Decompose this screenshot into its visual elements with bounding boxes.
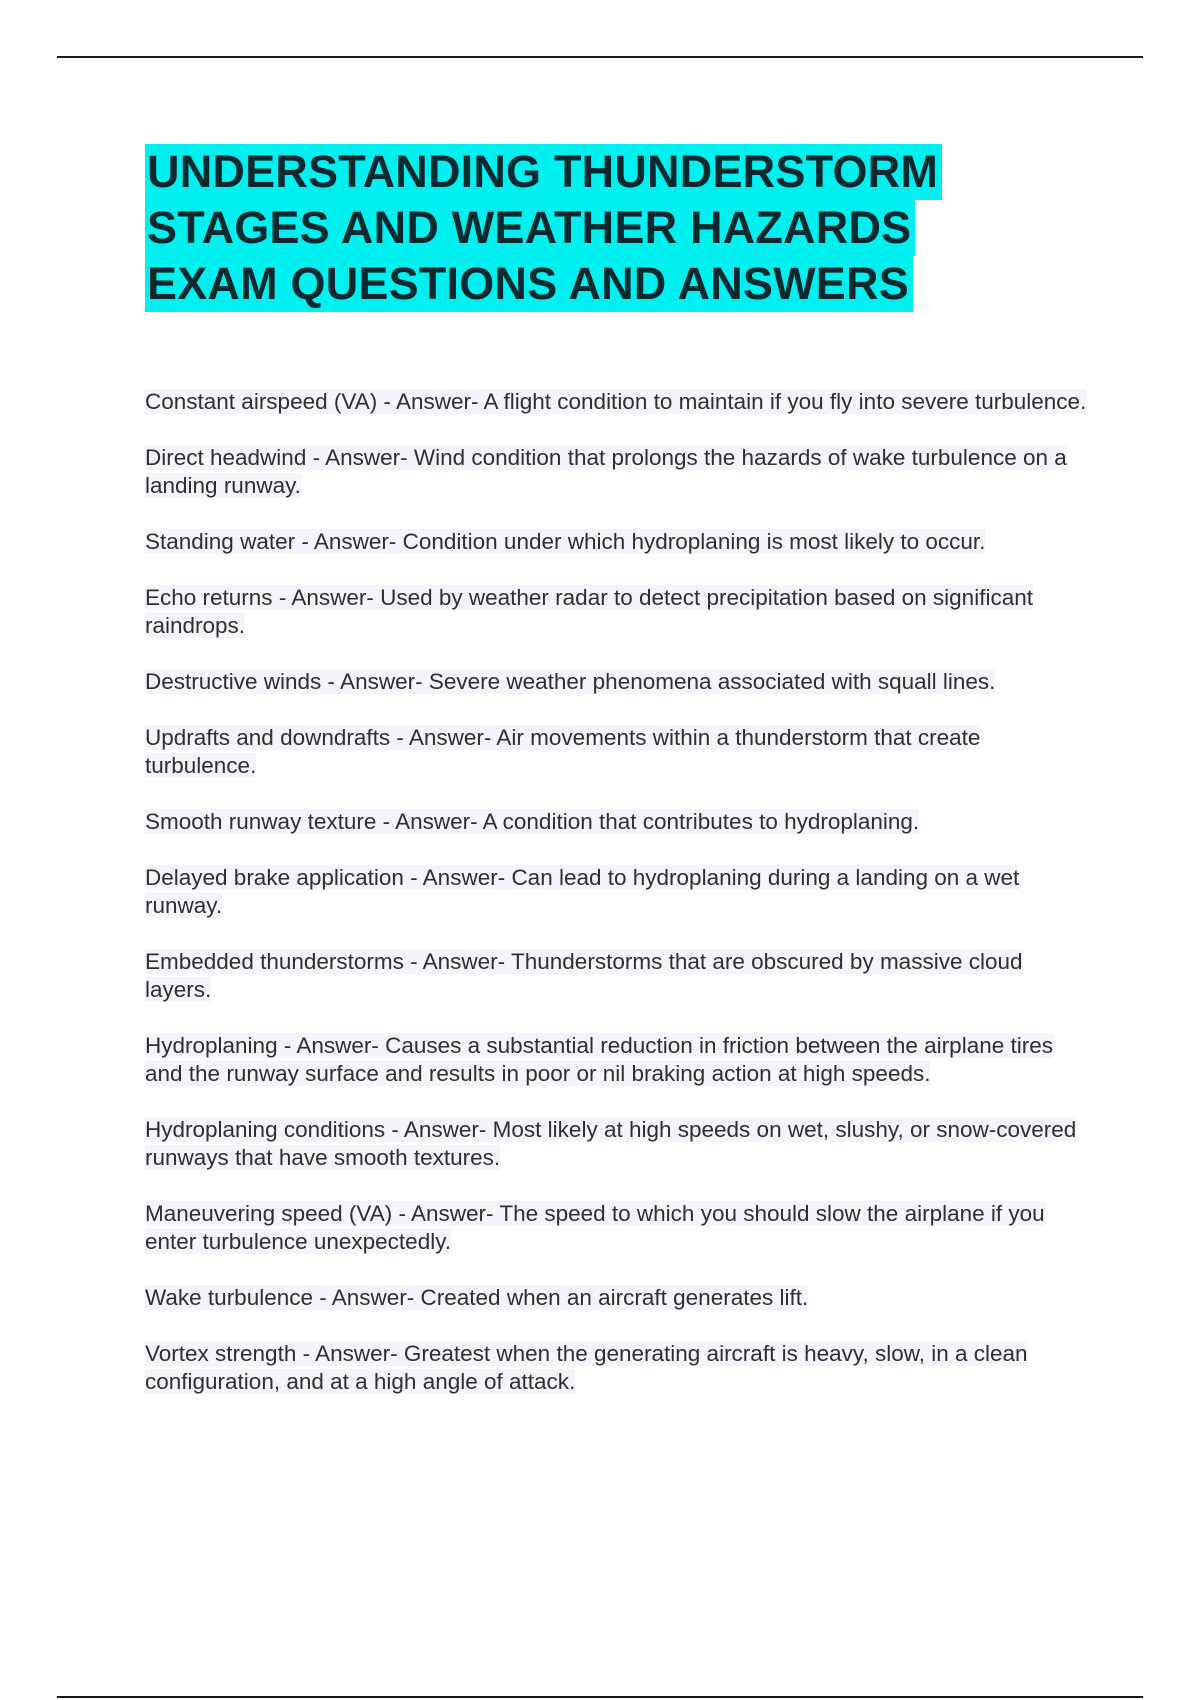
qa-item [145,444,1095,500]
qa-text: Wake turbulence - Answer- Created when an aircraft generates lift. [145,1285,809,1310]
qa-item [145,388,1095,416]
qa-item [145,1284,1095,1312]
qa-text: Standing water - Answer- Condition under which hydroplaning is most likely to occur. [145,529,986,554]
qa-text: Destructive winds - Answer- Severe weather phenomena associated with squall lines. [145,669,996,694]
qa-text: Vortex strength - Answer- Greatest when the generating aircraft is heavy, slow, in a clean configuration, and at a high angle of attack. [145,1341,1028,1394]
title-line-2: STAGES AND WEATHER HAZARDS [145,200,915,256]
qa-item [145,584,1095,640]
qa-item [145,1116,1095,1172]
qa-text: Echo returns - Answer- Used by weather radar to detect precipitation based on significant raindrops. [145,585,1033,638]
qa-item [145,668,1095,696]
qa-text: Constant airspeed (VA) - Answer- A flight condition to maintain if you fly into severe turbulence. [145,389,1087,414]
qa-text: Hydroplaning - Answer- Causes a substantial reduction in friction between the airplane tires and the runway surface and results in poor or nil braking action at high speeds. [145,1033,1053,1086]
qa-text: Delayed brake application - Answer- Can lead to hydroplaning during a landing on a wet runway. [145,865,1020,918]
top-rule [57,56,1143,58]
qa-item [145,1032,1095,1088]
qa-item [145,808,1095,836]
title-line-3: EXAM QUESTIONS AND ANSWERS [145,256,913,312]
qa-item [145,528,1095,556]
qa-item [145,1340,1095,1396]
qa-text: Maneuvering speed (VA) - Answer- The speed to which you should slow the airplane if you enter turbulence unexpectedly. [145,1201,1045,1254]
title-line-1: UNDERSTANDING THUNDERSTORM [145,144,942,200]
qa-text: Updrafts and downdrafts - Answer- Air movements within a thunderstorm that create turbulence. [145,725,981,778]
qa-item [145,864,1095,920]
page-title [145,144,1045,312]
qa-text: Hydroplaning conditions - Answer- Most likely at high speeds on wet, slushy, or snow-covered runways that have smooth textures. [145,1117,1077,1170]
qa-item [145,1200,1095,1256]
qa-item [145,948,1095,1004]
bottom-rule [57,1696,1143,1698]
qa-item [145,724,1095,780]
qa-text: Direct headwind - Answer- Wind condition that prolongs the hazards of wake turbulence on a landing runway. [145,445,1067,498]
qa-text: Smooth runway texture - Answer- A condition that contributes to hydroplaning. [145,809,920,834]
qa-text: Embedded thunderstorms - Answer- Thunderstorms that are obscured by massive cloud layers. [145,949,1023,1002]
qa-list [145,388,1095,1424]
